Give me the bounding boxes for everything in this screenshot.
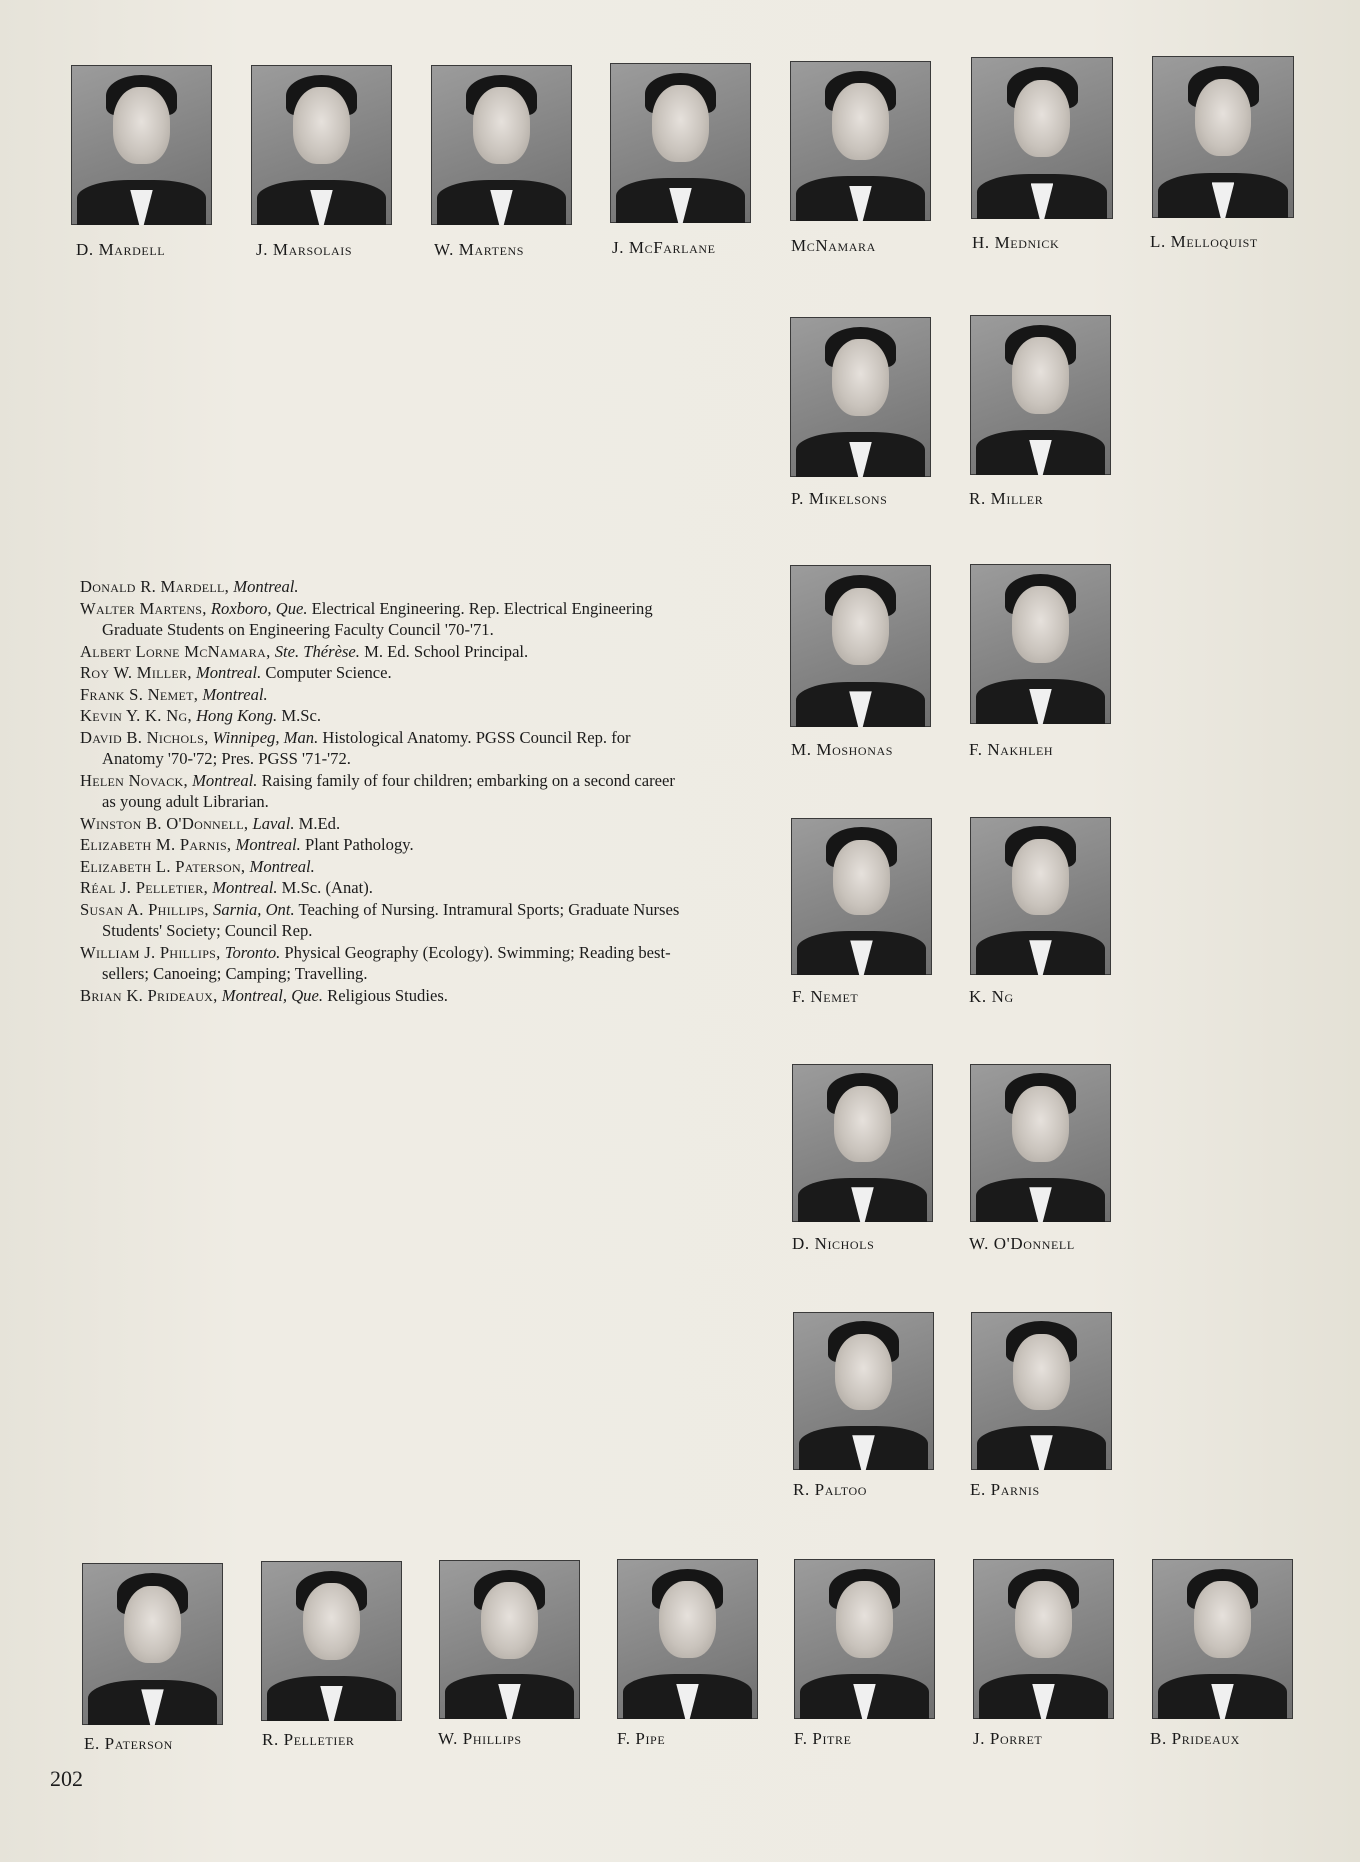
biography-entry (80, 727, 680, 770)
bio-text: M.Ed. (298, 813, 341, 833)
bio-place: Montreal. (233, 577, 299, 596)
biography-entry (80, 641, 680, 663)
portrait-caption: E. Paterson (84, 1734, 173, 1753)
bio-place: Montreal. (202, 684, 268, 704)
bio-place: Hong Kong. (196, 706, 278, 725)
bio-name: Winston B. O'Donnell, (80, 813, 249, 833)
portrait-caption: J. Marsolais (256, 240, 353, 259)
portrait-photo (617, 1559, 758, 1719)
portrait-photo (790, 565, 931, 727)
bio-name: David B. Nichols, (80, 727, 209, 747)
bio-place: Sarnia, Ont. (213, 899, 295, 919)
bio-place: Laval. (252, 813, 295, 833)
bio-text: M.Sc. (281, 706, 322, 725)
bio-name: Réal J. Pelletier, (80, 878, 209, 897)
portrait-caption: D. Nichols (792, 1234, 875, 1253)
portrait-photo (793, 1312, 934, 1470)
portrait-caption: W. Phillips (438, 1729, 522, 1748)
bio-name: Brian K. Prideaux, (80, 985, 218, 1005)
portrait-caption: H. Mednick (972, 233, 1060, 252)
bio-text: Physical Geography (Ecology). Swimming; Reading best-sellers; Canoeing; Camping; Travelling. (102, 942, 671, 983)
bio-place: Montreal. (192, 770, 258, 790)
portrait-photo (790, 317, 931, 477)
bio-name: Donald R. Mardell, (80, 577, 230, 596)
bio-text: Histological Anatomy. PGSS Council Rep. for Anatomy '70-'72; Pres. PGSS '71-'72. (102, 727, 631, 768)
portrait-photo (790, 61, 931, 221)
biography-entry (80, 856, 680, 878)
bio-text: Raising family of four children; embarking on a second career as young adult Librarian. (102, 770, 675, 811)
biography-entry (80, 899, 680, 942)
bio-place: Montreal. (195, 663, 262, 682)
portrait-caption: W. O'Donnell (969, 1234, 1075, 1253)
portrait-photo (970, 564, 1111, 724)
portrait-photo (82, 1563, 223, 1725)
biography-entry (80, 834, 680, 856)
portrait-caption: L. Melloquist (1150, 232, 1258, 251)
portrait-caption: F. Pipe (617, 1729, 666, 1748)
bio-place: Montreal. (212, 878, 278, 897)
bio-name: Susan A. Phillips, (80, 899, 209, 919)
portrait-caption: J. McFarlane (612, 238, 716, 257)
biography-entry (80, 684, 680, 706)
bio-place: Ste. Thérèse. (274, 641, 360, 661)
portrait-caption: P. Mikelsons (791, 489, 888, 508)
bio-name: Roy W. Miller, (80, 663, 192, 682)
portrait-caption: J. Porret (973, 1729, 1043, 1748)
biography-entry (80, 770, 680, 813)
bio-place: Montreal, Que. (221, 985, 323, 1005)
portrait-photo (71, 65, 212, 225)
portrait-photo (973, 1559, 1114, 1719)
bio-name: William J. Phillips, (80, 942, 221, 962)
portrait-photo (794, 1559, 935, 1719)
bio-text: Plant Pathology. (304, 835, 414, 854)
biography-entry (80, 705, 680, 727)
biography-entry (80, 877, 680, 899)
bio-text: Computer Science. (265, 663, 392, 682)
bio-name: Frank S. Nemet, (80, 684, 199, 704)
portrait-caption: M. Moshonas (791, 740, 894, 759)
bio-text: M. Ed. School Principal. (364, 641, 529, 661)
portrait-photo (610, 63, 751, 223)
biography-entry (80, 598, 680, 641)
bio-text: Religious Studies. (327, 985, 448, 1005)
portrait-photo (791, 818, 932, 975)
biography-entry (80, 813, 680, 835)
biography-entry (80, 942, 680, 985)
bio-place: Montreal. (249, 856, 315, 876)
portrait-photo (1152, 1559, 1293, 1719)
bio-name: Elizabeth L. Paterson, (80, 856, 246, 876)
portrait-caption: R. Pelletier (262, 1730, 355, 1749)
portrait-caption: D. Mardell (76, 240, 166, 259)
bio-name: Helen Novack, (80, 770, 188, 790)
bio-place: Montreal. (235, 835, 301, 854)
portrait-caption: McNamara (791, 236, 876, 255)
portrait-caption: W. Martens (434, 240, 525, 259)
portrait-caption: F. Nakhleh (969, 740, 1054, 759)
portrait-caption: K. Ng (969, 987, 1014, 1006)
portrait-photo (431, 65, 572, 225)
portrait-caption: F. Nemet (792, 987, 859, 1006)
bio-text: M.Sc. (Anat). (281, 878, 373, 897)
bio-text: Electrical Engineering. Rep. Electrical Engineering Graduate Students on Engineering Faculty Council '70-'71. (102, 598, 653, 639)
portrait-caption: E. Parnis (970, 1480, 1040, 1499)
bio-name: Kevin Y. K. Ng, (80, 706, 192, 725)
portrait-photo (439, 1560, 580, 1719)
bio-name: Albert Lorne McNamara, (80, 641, 271, 661)
portrait-photo (251, 65, 392, 225)
biography-entry (80, 576, 680, 598)
portrait-caption: F. Pitre (794, 1729, 852, 1748)
bio-place: Winnipeg, Man. (212, 727, 319, 747)
portrait-photo (1152, 56, 1294, 218)
bio-name: Elizabeth M. Parnis, (80, 835, 232, 854)
portrait-photo (261, 1561, 402, 1721)
biography-entry (80, 985, 680, 1007)
portrait-caption: B. Prideaux (1150, 1729, 1240, 1748)
page-number: 202 (50, 1766, 83, 1791)
bio-name: Walter Martens, (80, 598, 207, 618)
portrait-photo (971, 57, 1113, 219)
portrait-photo (970, 315, 1111, 475)
portrait-photo (970, 817, 1111, 975)
biography-entry (80, 662, 680, 684)
bio-place: Toronto. (224, 942, 281, 962)
portrait-caption: R. Miller (969, 489, 1044, 508)
portrait-photo (792, 1064, 933, 1222)
bio-text: Teaching of Nursing. Intramural Sports; Graduate Nurses Students' Society; Council Rep. (102, 899, 680, 940)
portrait-photo (971, 1312, 1112, 1470)
portrait-caption: R. Paltoo (793, 1480, 868, 1499)
biography-list (80, 576, 680, 1006)
portrait-photo (970, 1064, 1111, 1222)
bio-place: Roxboro, Que. (210, 598, 308, 618)
